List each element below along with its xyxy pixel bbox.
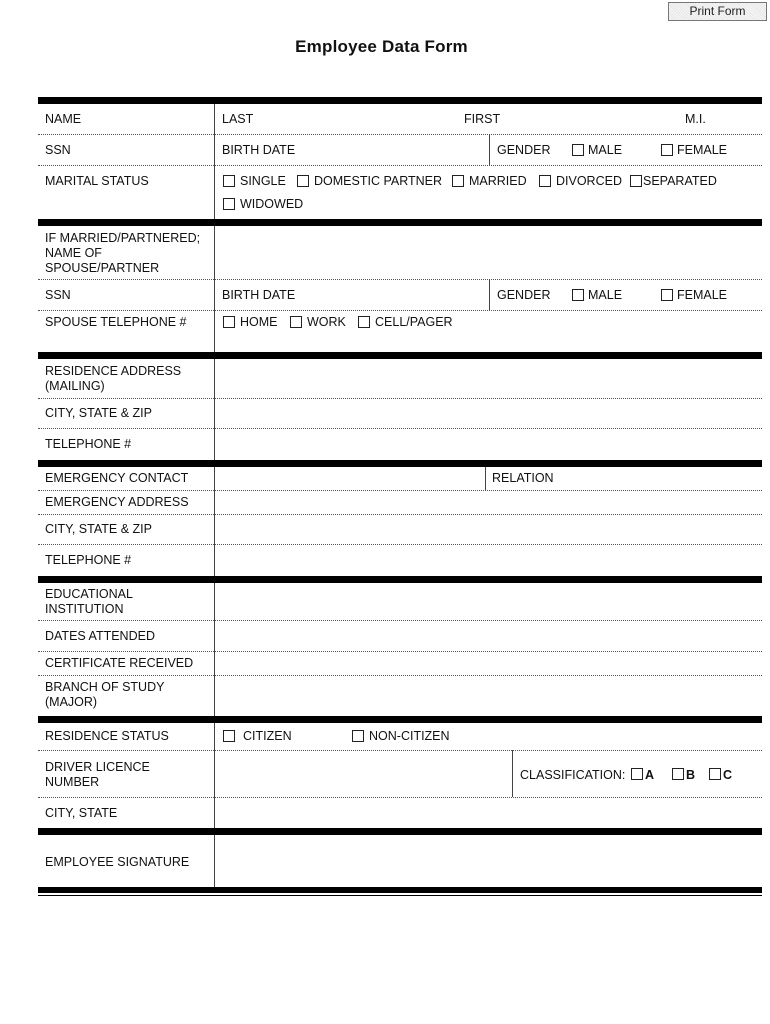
relation-label: RELATION	[492, 471, 554, 485]
classification-label: CLASSIFICATION:	[520, 768, 626, 782]
driver-licence-label: DRIVER LICENCE	[45, 760, 150, 774]
gender-label: GENDER	[497, 143, 551, 157]
widowed-label: WIDOWED	[240, 197, 304, 211]
row-divider	[38, 544, 762, 545]
row-divider	[38, 279, 762, 280]
spouse-birth-date-field-label: BIRTH DATE	[222, 288, 296, 302]
section-bar-employee	[38, 97, 762, 104]
class-b-label: B	[686, 768, 696, 782]
spouse-gender-female-label: FEMALE	[677, 288, 728, 302]
row-divider	[38, 651, 762, 652]
gender-female-checkbox[interactable]	[661, 144, 673, 156]
section-bar-legal	[38, 716, 762, 723]
emergency-telephone-label: TELEPHONE #	[45, 553, 132, 567]
row-divider	[38, 620, 762, 621]
ssn-label: SSN	[45, 143, 71, 157]
row-divider	[38, 134, 762, 135]
gender-female-label: FEMALE	[677, 143, 728, 157]
class-c-label: C	[723, 768, 733, 782]
spouse-name-label: IF MARRIED/PARTNERED;	[45, 231, 201, 245]
column-divider	[214, 226, 215, 352]
gender-male-label: MALE	[588, 143, 623, 157]
married-checkbox[interactable]	[452, 175, 464, 187]
single-checkbox[interactable]	[223, 175, 235, 187]
certificate-label: CERTIFICATE RECEIVED	[45, 656, 194, 670]
section-bar-spouse	[38, 219, 762, 226]
citizen-checkbox[interactable]	[223, 730, 235, 742]
non-citizen-checkbox[interactable]	[352, 730, 364, 742]
separated-label: SEPARATED	[643, 174, 717, 188]
residence-status-label: RESIDENCE STATUS	[45, 729, 169, 743]
spouse-telephone-label: SPOUSE TELEPHONE #	[45, 315, 187, 329]
emergency-address-label: EMERGENCY ADDRESS	[45, 495, 189, 509]
row-divider	[38, 428, 762, 429]
column-divider	[214, 359, 215, 460]
spouse-name-label: NAME OF	[45, 246, 102, 260]
residence-telephone-label: TELEPHONE #	[45, 437, 132, 451]
domestic-partner-label: DOMESTIC PARTNER	[314, 174, 443, 188]
column-divider	[214, 835, 215, 887]
section-bar-residence	[38, 352, 762, 359]
column-divider	[489, 279, 490, 310]
single-label: SINGLE	[240, 174, 286, 188]
residence-address-label: (MAILING)	[45, 379, 105, 393]
institution-label: EDUCATIONAL	[45, 587, 133, 601]
spouse-gender-male-checkbox[interactable]	[572, 289, 584, 301]
branch-of-study-label: (MAJOR)	[45, 695, 98, 709]
class-a-checkbox[interactable]	[631, 768, 643, 780]
employee-signature-label: EMPLOYEE SIGNATURE	[45, 855, 190, 869]
gender-male-checkbox[interactable]	[572, 144, 584, 156]
row-divider	[38, 675, 762, 676]
citizen-label: CITIZEN	[243, 729, 292, 743]
birth-date-field-label: BIRTH DATE	[222, 143, 296, 157]
section-bar-bottom	[38, 887, 762, 893]
separated-checkbox[interactable]	[630, 175, 642, 187]
residence-city-label: CITY, STATE & ZIP	[45, 406, 152, 420]
row-divider	[38, 398, 762, 399]
column-divider	[485, 467, 486, 490]
emergency-contact-label: EMERGENCY CONTACT	[45, 471, 189, 485]
spouse-home-checkbox[interactable]	[223, 316, 235, 328]
row-divider	[38, 797, 762, 798]
column-divider	[214, 104, 215, 219]
column-divider	[489, 134, 490, 165]
form-title: Employee Data Form	[295, 37, 468, 56]
divorced-checkbox[interactable]	[539, 175, 551, 187]
row-divider	[38, 750, 762, 751]
class-b-checkbox[interactable]	[672, 768, 684, 780]
residence-address-label: RESIDENCE ADDRESS	[45, 364, 182, 378]
domestic-partner-checkbox[interactable]	[297, 175, 309, 187]
section-bar-signature	[38, 828, 762, 835]
spouse-gender-female-checkbox[interactable]	[661, 289, 673, 301]
city-state-label: CITY, STATE	[45, 806, 118, 820]
row-divider	[38, 514, 762, 515]
spouse-gender-male-label: MALE	[588, 288, 623, 302]
column-divider	[214, 467, 215, 576]
spouse-name-label: SPOUSE/PARTNER	[45, 261, 160, 275]
widowed-checkbox[interactable]	[223, 198, 235, 210]
class-c-checkbox[interactable]	[709, 768, 721, 780]
section-bar-bottom-thin	[38, 895, 762, 896]
spouse-work-label: WORK	[307, 315, 346, 329]
emergency-city-label: CITY, STATE & ZIP	[45, 522, 152, 536]
spouse-work-checkbox[interactable]	[290, 316, 302, 328]
institution-label: INSTITUTION	[45, 602, 124, 616]
column-divider	[214, 583, 215, 716]
spouse-gender-label: GENDER	[497, 288, 551, 302]
spouse-home-label: HOME	[240, 315, 278, 329]
first-name-field-label: FIRST	[464, 112, 501, 126]
marital-status-label: MARITAL STATUS	[45, 174, 149, 188]
print-form-button[interactable]: Print Form	[668, 2, 767, 21]
married-label: MARRIED	[469, 174, 527, 188]
column-divider	[214, 723, 215, 828]
non-citizen-label: NON-CITIZEN	[369, 729, 450, 743]
section-bar-emergency	[38, 460, 762, 467]
section-bar-education	[38, 576, 762, 583]
row-divider	[38, 310, 762, 311]
branch-of-study-label: BRANCH OF STUDY	[45, 680, 165, 694]
dates-attended-label: DATES ATTENDED	[45, 629, 155, 643]
spouse-cell-label: CELL/PAGER	[375, 315, 453, 329]
column-divider	[512, 750, 513, 797]
last-name-field-label: LAST	[222, 112, 254, 126]
spouse-ssn-label: SSN	[45, 288, 71, 302]
divorced-label: DIVORCED	[556, 174, 622, 188]
middle-initial-field-label: M.I.	[685, 112, 706, 126]
driver-licence-label: NUMBER	[45, 775, 100, 789]
name-label: NAME	[45, 112, 82, 126]
class-a-label: A	[645, 768, 655, 782]
spouse-cell-checkbox[interactable]	[358, 316, 370, 328]
row-divider	[38, 490, 762, 491]
row-divider	[38, 165, 762, 166]
